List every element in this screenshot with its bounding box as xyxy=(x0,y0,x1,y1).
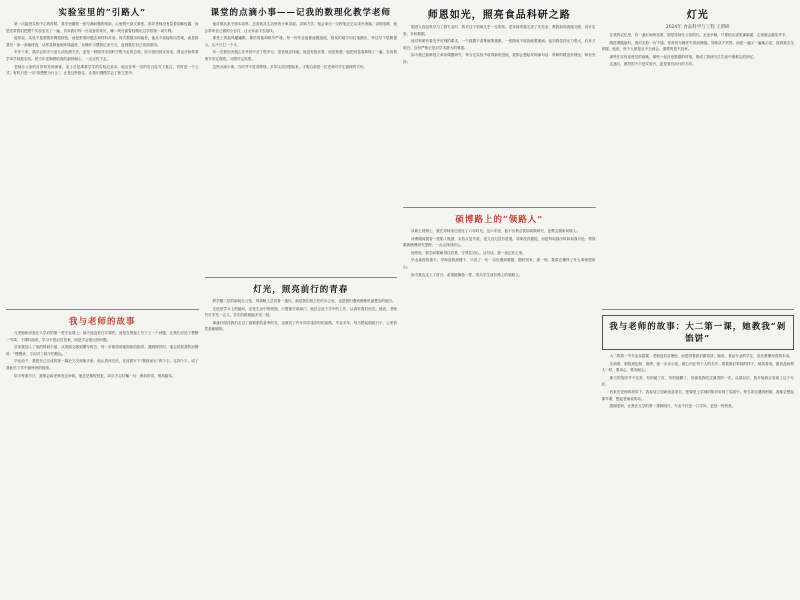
paragraph: 这盏灯，照亮的不只是实验台，更是我们前行的方向。 xyxy=(609,62,696,67)
paragraph: 那些在实验室度过的夜晚，那些一起讨论数据的时刻，都成了我研究生生涯中最难忘的回忆。 xyxy=(609,54,757,59)
paragraph: 他常说，实验不是照着步骤按按钮，而是带着问题去和材料对话。每次数据出现偏差，他从不直接给出答案，而是陪我们一条一条地排查，从样品制备到环境温度，从操作习惯到记录方式，直到我们自己找到原因。 xyxy=(6,36,199,47)
article-classroom-moments xyxy=(205,4,398,272)
paragraph: 这些点滴小事，当时并不觉得特别，多年以后回想起来，才明白那是一位老师对学生最深的关怀。 xyxy=(212,64,368,69)
paragraph: 刚进课题组时，我对实验一窍不通，常常因为操作失误而懊恼。导师从不责怪，而是一遍又一遍地示范，直到我完全掌握。他说，每个人都是从不会到会，重要的是不放弃。 xyxy=(601,40,794,52)
column-1 xyxy=(6,4,199,596)
article-title: 课堂的点滴小事——记我的数理化教学老师 xyxy=(210,8,391,18)
paragraph: 无论是学习上的疑问，还是生活中的烦恼，只要推开那扇门，他总会放下手中的工作，认真听我们说完。他说，老师的灯多亮一会儿，学生的路就能多亮一段。 xyxy=(204,306,397,318)
paragraph: 教学楼三层的那间办公室，每到晚上总亮着一盏灯。那是我们班主任的办公室，也是我们遇到困难时最想去的地方。 xyxy=(212,299,396,303)
paragraph: 半年下来，我学会的不只是几项检测方法，更是一种面对未知时不慌不乱的态度。如今再回到实验室，我也开始带着学弟学妹做实验，把当年老师教给我的那份耐心，一点点传下去。 xyxy=(6,50,199,61)
article-body xyxy=(403,228,596,278)
paragraph: 在我的记忆里，有一盏灯始终亮着，那是导师办公室的灯。无论多晚，只要抬头望见那扇窗，心里就会踏实许多。 xyxy=(609,33,790,37)
paragraph: 大二的第一节专业实践课，老师没有讲理论，而是带着我们做馅饼。她说，食品专业的学生，首先要懂得食物本身。 xyxy=(609,354,793,358)
paragraph: 后来在老师的指导下，我参加了创新创业项目，把课堂上学到的知识用到了实践中。每当项目遇到困难，我都会想起那节课，想起老师说的话。 xyxy=(601,389,794,401)
paragraph: 有一次我因为粗心在考试中丢了很多分，沮丧地去找他。他没有批评我，而是和我一起把试卷重新做了一遍，告诉我细节决定成败，习惯决定高度。 xyxy=(204,50,397,61)
paragraph: 那天的馅饼并不完美，有的破了皮，有的烙糊了，但那是我吃过最香的一次。从那以后，我开始真正喜欢上这个专业。 xyxy=(601,375,794,387)
article-my-teacher-story xyxy=(6,313,199,596)
article-byline: 2024年 食品科学与工程 王碧研 xyxy=(665,25,730,30)
article-graduate-mentor xyxy=(403,211,596,596)
article-light-youth xyxy=(205,281,398,596)
column-2 xyxy=(205,4,398,596)
divider xyxy=(205,277,398,278)
paragraph: 课堂上的他风趣幽默，课后的他却格外严谨。每一份作业他都逐题批改，错误的地方用红笔圈出，旁边写下思路提示，从不只打一个叉。 xyxy=(204,36,397,47)
divider xyxy=(602,309,795,310)
paragraph: 从硕士到博士，我在导师身边度过了六年时光。这六年里，他不仅教会我如何做研究，更教会我如何做人。 xyxy=(411,229,580,233)
column-4 xyxy=(602,4,795,596)
article-body xyxy=(205,298,398,333)
paragraph: 如今我已能够独立承担课题研究，每当在实验中取得新的进展，我都会想起导师那句话：科研的路没有捷径，唯有坚持。 xyxy=(403,53,596,64)
paragraph: 后来我加入了他的科研小组，从查阅文献到撰写报告，每一步都得到他细致的指导。遇到挫折时，他会拍拍我的肩膀说：“慢慢来，方向对了就不怕路远。” xyxy=(6,345,199,356)
paragraph: 第一次踏进实验中心的时候，我手里攥着一张写满问题的纸条，心里既兴奋又紧张。指导老师没有急着讲解仪器，而是先带我们把整个实验室走了一遍，告诉我们每一台设备的来历，哪一块台面曾经做出过学校第一项专利。 xyxy=(6,22,199,33)
paragraph: 毕业离校的那天，导师送我到楼下，只说了一句：以后遇到难题，随时回来。那一刻，我真正懂得了什么叫师恩如山。 xyxy=(403,258,596,269)
article-body xyxy=(403,24,596,66)
divider xyxy=(403,207,596,208)
article-title: 我与老师的故事 xyxy=(68,317,136,327)
paragraph: 他对科研有着近乎苛刻的要求，一个数据不清楚就要重做，一张图表不规范就要重画。起初我觉得压力很大，后来才明白，这份严格正是对学术最大的尊重。 xyxy=(403,39,596,50)
article-title-box xyxy=(602,315,795,350)
paragraph: 与老师相识是在入学后的第一堂专业课上。那天他没有打开课件，而是在黑板上写下了一个问题，让我们讨论了整整一节课。下课时他说，学习不是记住答案，而是学会提出好问题。 xyxy=(6,331,199,342)
article-lab-guide xyxy=(6,4,199,304)
article-teacher-kindness xyxy=(403,4,596,202)
column-3 xyxy=(403,4,596,596)
paragraph: 从和面、剁馅到包制、烙烤，她一步步示范，耐心纠正每个人的手法。看着我们笨拙的样子，她笑着说，做食品和做人一样，要用心，要有耐心。 xyxy=(601,361,794,373)
article-body xyxy=(6,21,199,77)
paragraph: 读博期间我曾一度陷入瓶颈，实验反复失败，论文迟迟没有进展。导师没有催促，而是每周抽出时间和我讨论，帮我重新梳理研究思路，一点点找回信心。 xyxy=(403,236,596,248)
article-lamp-light xyxy=(602,4,795,304)
paragraph: 老师办公室的灯常常亮到深夜，桌上总是堆着学生的实验记录本。他会在每一页的空白处写下批注，有时是一个公式，有时只是一句“再想想为什么”。正是这些批注，让我们慢慢学会了独立思考。 xyxy=(6,64,199,76)
article-sophomore-first-class xyxy=(602,313,795,596)
paragraph: 毕业前夕，我把自己完成的第一篇论文交到他手里，他认真读完后，在封面写下“继续前行”四个字。这四个字，成了我此后工作中最珍贵的鼓励。 xyxy=(6,359,199,370)
paragraph: 他常说，做学问要耐得住寂寞，守得住初心。这句话，我一直记在心里。 xyxy=(411,250,526,255)
article-title: 灯光，照亮前行的青春 xyxy=(253,285,349,295)
paragraph: 如今每逢节日，我都会给老师发去问候。他总是简短回复，却从不忘叮嘱一句：保持好奇，保持踏实。 xyxy=(14,373,176,378)
article-title: 我与老师的故事：大二第一课，她教我“剁馅饼” xyxy=(609,322,787,344)
article-title: 灯光 xyxy=(686,10,709,21)
article-body xyxy=(602,32,795,68)
article-title: 师恩如光，照亮食品科研之路 xyxy=(427,10,571,21)
article-body xyxy=(205,21,398,70)
article-body xyxy=(602,353,795,410)
paragraph: 如今我也走上了讲台，希望能像他一样，成为学生成长路上的领路人。 xyxy=(411,272,523,277)
article-title: 硕博路上的“领路人” xyxy=(455,215,544,225)
paragraph: 他讲课从来不照本宣科，总喜欢从生活里的小事讲起。讲到力学，他会拿出一支粉笔让它从讲台滚落；讲到电路，他会带来自己做的小台灯，让大家亲手去接线。 xyxy=(204,22,397,33)
paragraph: 刚进入食品科学与工程专业时，我对这个领域几乎一无所知。是导师带我走进了实验室，教我如何查阅文献、设计实验、分析数据。 xyxy=(403,25,596,36)
article-title: 实验室里的“引路人” xyxy=(58,8,147,18)
article-body xyxy=(6,330,199,379)
paragraph: 感谢老师，让我在大学的第一课就明白，专业不仅是一门学问，更是一份热爱。 xyxy=(609,404,736,409)
divider xyxy=(6,309,199,310)
paragraph: 那盏灯陪伴我们走过了最紧张的备考时光，也照亮了许多同学迷茫时的前路。毕业多年，每当想起那段日子，心里依然是暖暖的。 xyxy=(204,320,397,332)
